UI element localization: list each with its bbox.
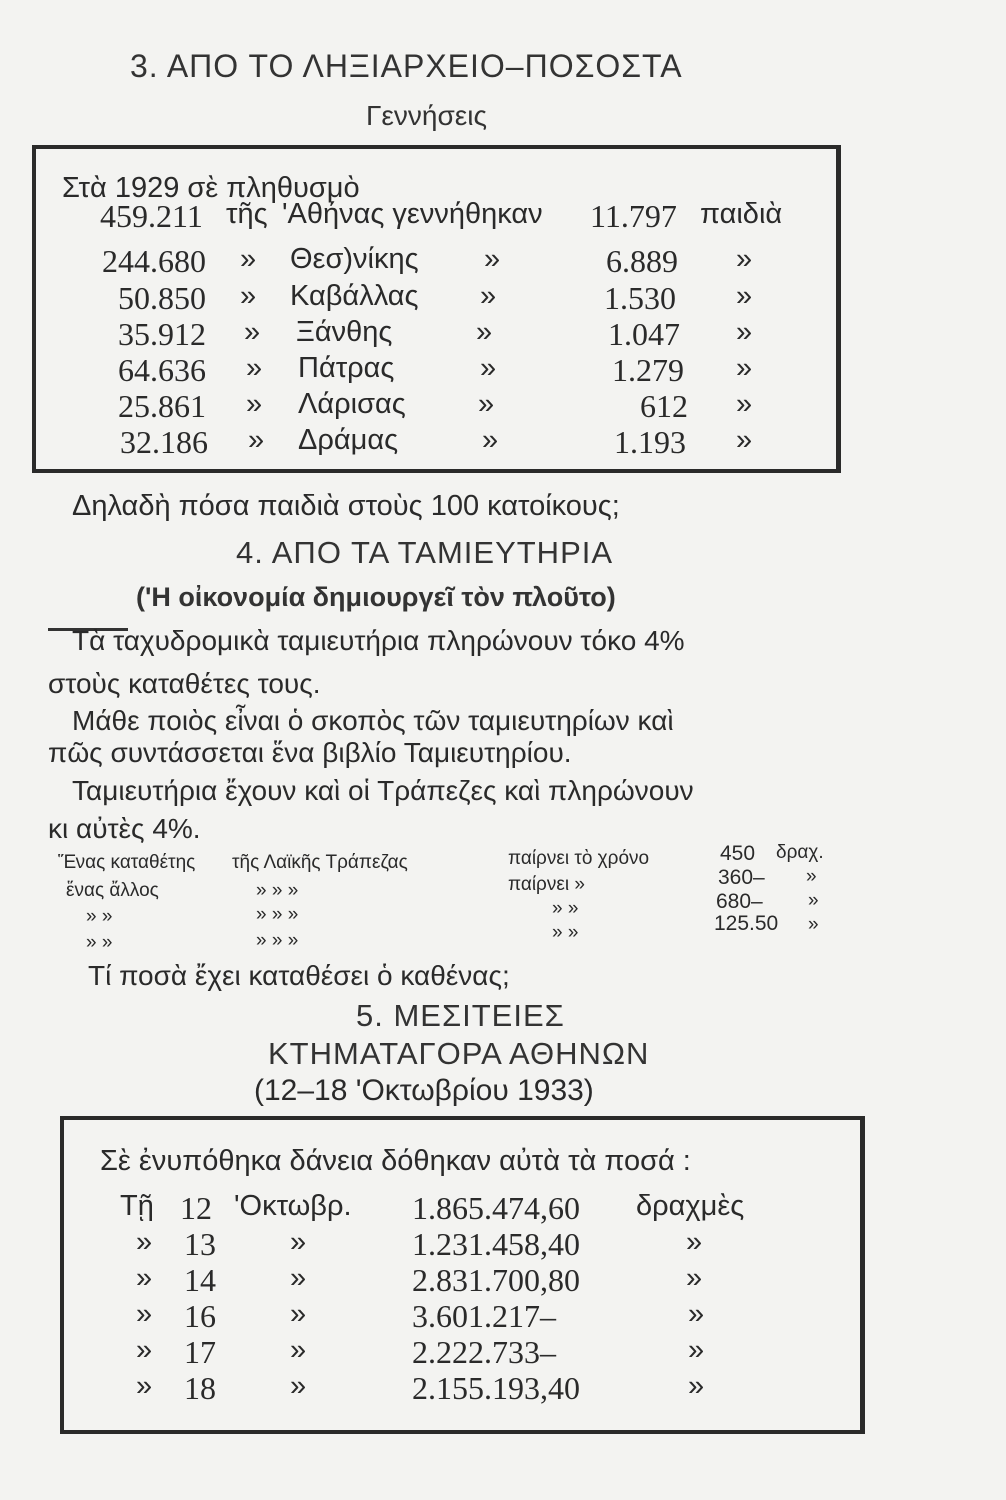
row-connector: » [240, 243, 257, 275]
verb-label: » » [552, 922, 579, 943]
ditto-mark: » [478, 388, 495, 420]
day-number: 14 [184, 1262, 216, 1298]
day-prefix: » [136, 1298, 153, 1330]
population-value: 244.680 [102, 243, 206, 279]
day-prefix: » [136, 1334, 153, 1366]
deposit-amount: 360– [718, 866, 765, 889]
paragraph-line: πῶς συντάσσεται ἕνα βιβλίο Ταμιευτηρίου. [48, 737, 572, 768]
deposit-unit: » [806, 866, 817, 887]
births-value: 1.193 [614, 424, 686, 460]
row-connector: » [248, 424, 265, 456]
deposit-unit: » [808, 914, 819, 935]
day-number: 16 [184, 1298, 216, 1334]
loan-row [0, 1370, 1006, 1406]
section3-subheading: Γεννήσεις [366, 100, 487, 131]
day-prefix: Τῇ [120, 1190, 154, 1222]
currency-label: » [686, 1226, 703, 1258]
population-value: 25.861 [118, 388, 206, 424]
row-connector: » [246, 352, 263, 384]
day-prefix: » [136, 1370, 153, 1402]
births-intro: Στὰ 1929 σὲ πληθυσμὸ [62, 172, 360, 204]
births-value: 612 [640, 388, 688, 424]
births-value: 1.530 [604, 280, 676, 316]
city-name: Πάτρας [298, 352, 395, 384]
loan-row [0, 1334, 1006, 1370]
population-value: 459.211 [100, 198, 203, 234]
bank-label: τῆς Λαϊκῆς Τράπεζας [232, 852, 408, 873]
bank-label: » » » [256, 930, 299, 951]
currency-label: » [688, 1370, 705, 1402]
births-row [0, 198, 1006, 234]
loan-row [0, 1262, 1006, 1298]
ditto-mark: » [484, 243, 501, 275]
day-prefix: » [136, 1226, 153, 1258]
month-label: » [290, 1298, 307, 1330]
births-value: 6.889 [606, 243, 678, 279]
verb-label: » » [552, 898, 579, 919]
unit-label: » [736, 243, 753, 275]
births-question: Δηλαδὴ πόσα παιδιὰ στοὺς 100 κατοίκους; [72, 490, 620, 522]
births-row [0, 352, 1006, 388]
loan-amount: 1.231.458,40 [412, 1226, 580, 1262]
deposit-amount: 450 [720, 842, 756, 865]
currency-label: » [686, 1262, 703, 1294]
city-name: Ξάνθης [296, 316, 393, 348]
paragraph-line: Ταμιευτήρια ἔχουν καὶ οἱ Τράπεζες καὶ πληρώνουν [72, 775, 694, 806]
loan-row [0, 1190, 1006, 1226]
births-value: 1.279 [612, 352, 684, 388]
loan-amount: 2.222.733– [412, 1334, 556, 1370]
paragraph-line: Τὰ ταχυδρομικὰ ταμιευτήρια πληρώνουν τόκο 4% [72, 625, 685, 656]
births-value: 1.047 [608, 316, 680, 352]
deposit-amount: 680– [716, 890, 763, 913]
day-prefix: » [136, 1262, 153, 1294]
loan-row [0, 1226, 1006, 1262]
births-row [0, 280, 1006, 316]
paragraph-line: στοὺς καταθέτες τους. [48, 668, 321, 699]
loan-amount: 1.865.474,60 [412, 1190, 580, 1226]
unit-label: » [736, 316, 753, 348]
loan-amount: 3.601.217– [412, 1298, 556, 1334]
verb-label: παίρνει » [508, 874, 585, 895]
city-name: Καβάλλας [290, 280, 419, 312]
month-label: » [290, 1334, 307, 1366]
section4-heading: 4. ΑΠΟ ΤΑ ΤΑΜΙΕΥΤΗΡΙΑ [236, 535, 614, 570]
population-value: 50.850 [118, 280, 206, 316]
depositor-label: Ἕνας καταθέτης [58, 852, 196, 873]
births-row [0, 316, 1006, 352]
month-label: » [290, 1262, 307, 1294]
day-number: 18 [184, 1370, 216, 1406]
city-name: Λάρισας [298, 388, 406, 420]
births-row [0, 424, 1006, 460]
loan-row [0, 1298, 1006, 1334]
population-value: 64.636 [118, 352, 206, 388]
verb-label: παίρνει τὸ χρόνο [508, 848, 650, 869]
paragraph-line: κι αὐτὲς 4%. [48, 813, 201, 844]
month-label: » [290, 1226, 307, 1258]
month-label: » [290, 1370, 307, 1402]
births-row [0, 243, 1006, 279]
currency-label: » [688, 1334, 705, 1366]
row-connector: » [244, 316, 261, 348]
row-connector: » [246, 388, 263, 420]
ditto-mark: » [480, 352, 497, 384]
paragraph-line: Μάθε ποιὸς εἶναι ὁ σκοπὸς τῶν ταμιευτηρίων καὶ [72, 705, 674, 736]
bank-label: » » » [256, 904, 299, 925]
depositor-label: » » [86, 906, 113, 927]
deposit-unit: δραχ. [776, 842, 824, 863]
bank-label: » » » [256, 880, 299, 901]
day-number: 17 [184, 1334, 216, 1370]
city-name: Θεσ)νίκης [290, 243, 419, 275]
currency-label: » [688, 1298, 705, 1330]
section4-subheading: ('Η οἰκονομία δημιουργεῖ τὸν πλοῦτο) [136, 582, 616, 612]
births-value: 11.797 [590, 198, 677, 234]
row-connector: τῆς [226, 198, 268, 230]
population-value: 32.186 [120, 424, 208, 460]
month-label: 'Οκτωβρ. [234, 1190, 352, 1222]
row-connector: » [240, 280, 257, 312]
day-number: 13 [184, 1226, 216, 1262]
unit-label: » [736, 388, 753, 420]
depositor-label: ἕνας ἄλλος [66, 880, 159, 901]
unit-label: » [736, 352, 753, 384]
day-number: 12 [180, 1190, 212, 1226]
loans-intro: Σὲ ἐνυπόθηκα δάνεια δόθηκαν αὐτὰ τὰ ποσά : [100, 1145, 691, 1177]
ditto-mark: » [480, 280, 497, 312]
unit-label: » [736, 424, 753, 456]
deposit-unit: » [808, 890, 819, 911]
depositor-label: » » [86, 932, 113, 953]
section5-subheading: ΚΤΗΜΑΤΑΓΟΡΑ ΑΘΗΝΩΝ [268, 1036, 650, 1071]
section3-heading: 3. ΑΠΟ ΤΟ ΛΗΞΙΑΡΧΕΙΟ–ΠΟΣΟΣΤΑ [130, 48, 683, 84]
city-name: 'Αθήνας γεννήθηκαν [282, 198, 543, 230]
city-name: Δράμας [298, 424, 399, 456]
unit-label: παιδιὰ [700, 198, 783, 230]
loan-amount: 2.831.700,80 [412, 1262, 580, 1298]
currency-label: δραχμὲς [636, 1190, 745, 1222]
loan-amount: 2.155.193,40 [412, 1370, 580, 1406]
deposits-question: Τί ποσὰ ἔχει καταθέσει ὁ καθένας; [88, 960, 510, 991]
section5-heading: 5. ΜΕΣΙΤΕΙΕΣ [356, 998, 565, 1033]
deposit-amount: 125.50 [714, 912, 779, 935]
unit-label: » [736, 280, 753, 312]
births-row [0, 388, 1006, 424]
ditto-mark: » [476, 316, 493, 348]
ditto-mark: » [482, 424, 499, 456]
section5-dates: (12–18 'Οκτωβρίου 1933) [254, 1074, 594, 1107]
population-value: 35.912 [118, 316, 206, 352]
